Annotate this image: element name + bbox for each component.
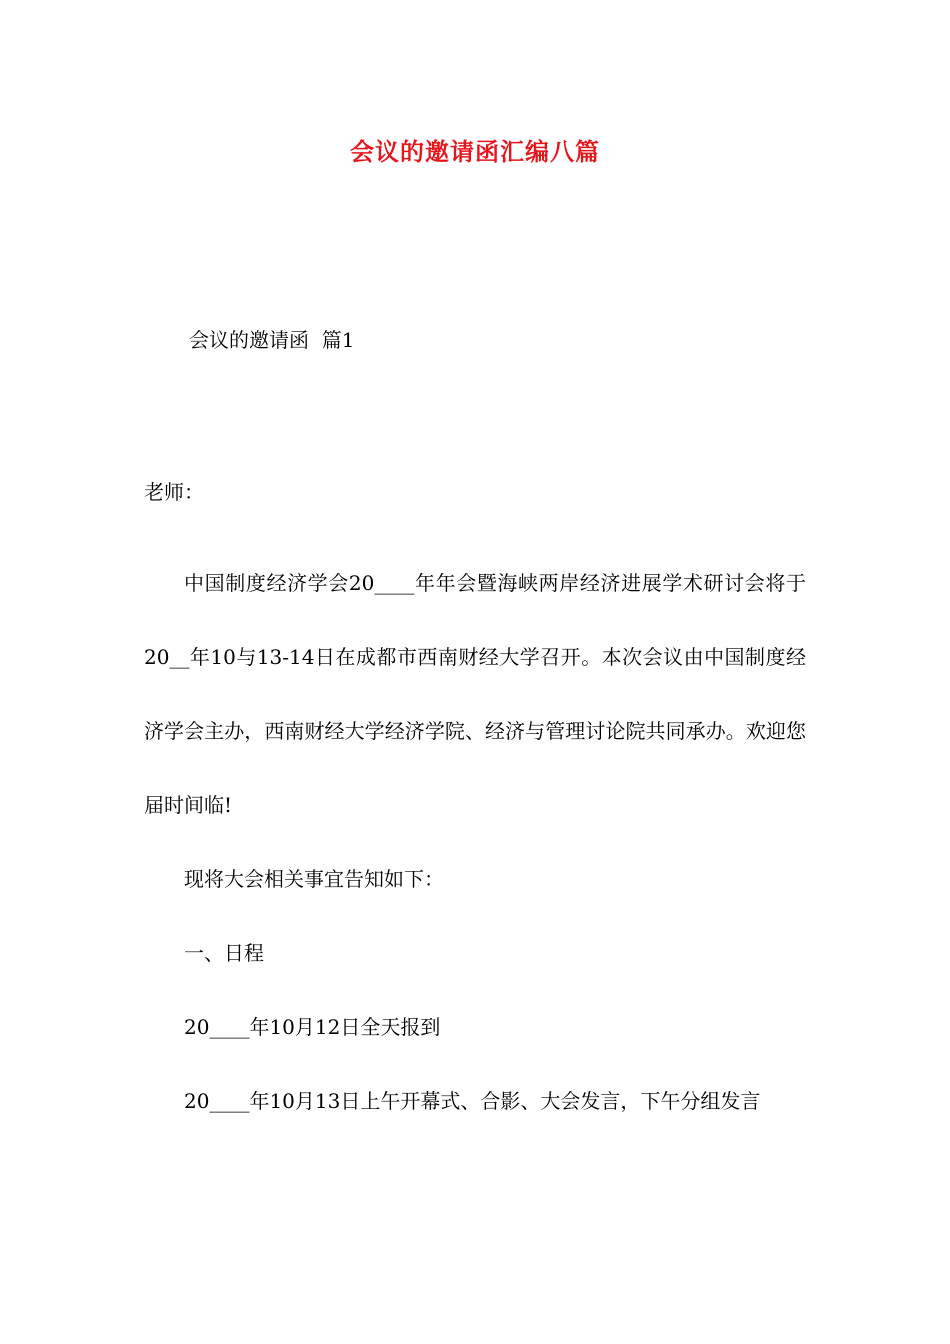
paragraph-schedule-day2: 20____年10月13日上午开幕式、合影、大会发言，下午分组发言 [184,1089,761,1113]
salutation: 老师： [144,480,204,504]
paragraph-schedule-day1: 20____年10月12日全天报到 [184,1015,441,1039]
paragraph-announcement: 中国制度经济学会20____年年会暨海峡两岸经济进展学术研讨会将于20__年10与13-14日在成都市西南财经大学召开。本次会议由中国制度经济学会主办，西南财经大学经济学院、经济与管理讨论院共同承办。欢迎您届时间临! [144,571,806,817]
document-body [144,546,806,1138]
paragraph-schedule-heading: 一、日程 [184,941,264,965]
section-heading: 会议的邀请函 篇1 [189,328,355,352]
document-title: 会议的邀请函汇编八篇 [350,138,600,166]
paragraph-notice-intro: 现将大会相关事宜告知如下： [184,867,444,891]
